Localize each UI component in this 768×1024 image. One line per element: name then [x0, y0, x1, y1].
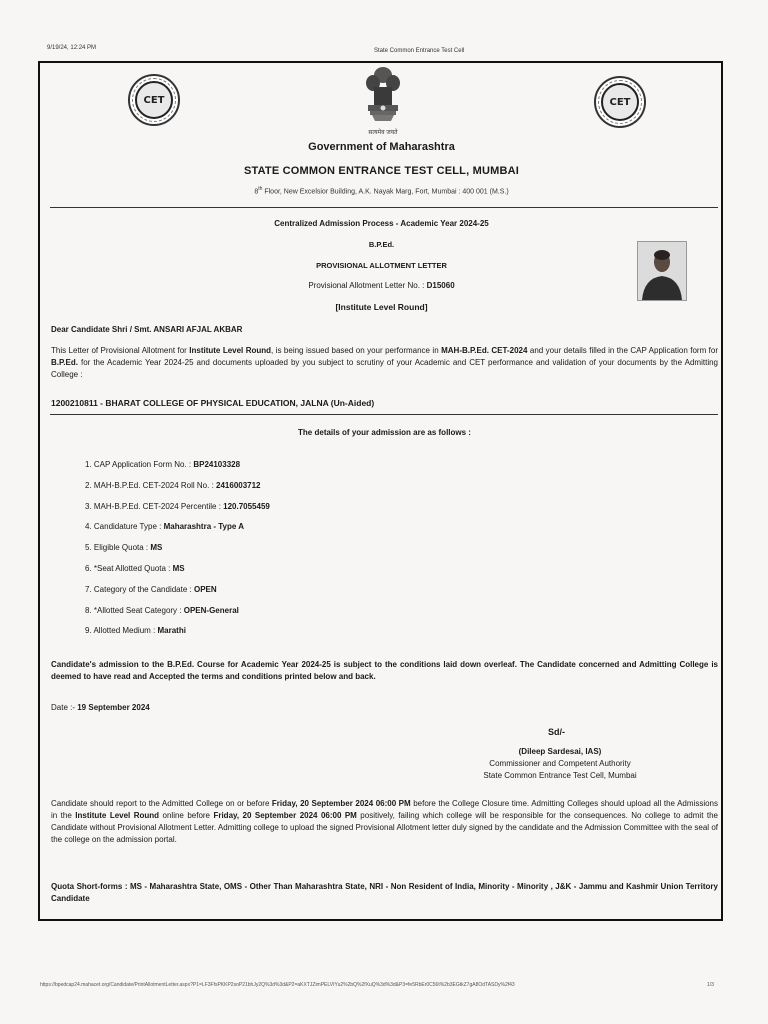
divider — [50, 414, 718, 415]
letter-title: PROVISIONAL ALLOTMENT LETTER — [316, 261, 447, 270]
list-item: 6. *Seat Allotted Quota : MS — [85, 563, 185, 573]
round-name: [Institute Level Round] — [335, 302, 428, 312]
print-site-title: State Common Entrance Test Cell — [374, 48, 465, 54]
print-datetime: 9/19/24, 12:24 PM — [47, 45, 97, 51]
government-title: Government of Maharashtra — [308, 141, 455, 153]
allotted-college: 1200210811 - BHARAT COLLEGE OF PHYSICAL EDUCATION, JALNA (Un-Aided) — [51, 398, 375, 408]
signature-sd: Sd/- — [548, 727, 565, 737]
course-name: B.P.Ed. — [368, 240, 395, 249]
print-url: https://bpedcap24.mahacet.org/Candidate/PrintAllotmentLetter.aspx?P1=LF3FfsPKKP2soP21bhJy2Q%3d%3d&P2=aKXTJZimPELVIYu2%2bQ%2fXuQ%3d%3d&P3=fe5RbEr0C56t%2b3EGtkZ7gA8OdTASDy%2f43 — [40, 982, 515, 988]
cet-cell-title: STATE COMMON ENTRANCE TEST CELL, MUMBAI — [243, 165, 520, 177]
list-item: 8. *Allotted Seat Category : OPEN-General — [85, 605, 239, 615]
candidate-photo — [637, 241, 687, 301]
list-item: 9. Allotted Medium : Marathi — [85, 626, 186, 636]
list-item: 3. MAH-B.P.Ed. CET-2024 Percentile : 120.7055459 — [85, 501, 270, 511]
emblem-motto: सत्यमेव जयते — [368, 130, 398, 136]
candidate-salutation: Dear Candidate Shri / Smt. ANSARI AFJAL AKBAR — [51, 325, 243, 334]
admission-process: Centralized Admission Process - Academic Year 2024-25 — [274, 219, 489, 228]
divider — [50, 207, 718, 208]
list-item: 1. CAP Application Form No. : BP24103328 — [85, 460, 241, 469]
intro-paragraph: This Letter of Provisional Allotment for Institute Level Round, is being issued based on your performance in MAH-B.P.Ed. CET-2024 and your details filled in the CAP Application form for B.P.Ed. for the Academic Year 2024-25 and documents uploaded by you subject to scrutiny of your Academic and CET performance and validation of your documents by the Admitting College : — [51, 346, 719, 379]
reporting-instructions: Candidate should report to the Admitted College on or before Friday, 20 September 2024 06:00 PM before the College Closure time. Admitting Colleges should upload all the Admissions in the Institute Level Round online before Friday, 20 September 2024 06:00 PM positively, failing which college will be responsible for the consequences. No college to admit the Candidate without Provisional Allotment Letter. Admitting college to upload the signed Provisional Allotment letter duly signed by the candidate and the Admission Committee with the seal of the college on the admission portal. — [51, 799, 718, 844]
list-item: 5. Eligible Quota : MS — [85, 543, 163, 553]
signatory-office: State Common Entrance Test Cell, Mumbai — [483, 771, 637, 780]
conditions-note: Candidate's admission to the B.P.Ed. Course for Academic Year 2024-25 is subject to the conditions laid down overleaf. The Candidate concerned and Admitting College is deemed to have read and Accepted the terms and conditions printed below and back. — [51, 660, 718, 681]
cet-logo-left: CET — [128, 74, 180, 126]
letter-number: Provisional Allotment Letter No. : D15060 — [308, 281, 455, 290]
signatory-name: (Dileep Sardesai, IAS) — [518, 747, 602, 756]
page-number: 1/3 — [707, 982, 714, 988]
list-item: 7. Category of the Candidate : OPEN — [85, 584, 217, 594]
list-item: 2. MAH-B.P.Ed. CET-2024 Roll No. : 2416003712 — [85, 480, 261, 490]
admission-details-list — [85, 460, 270, 647]
details-heading: The details of your admission are as follows : — [298, 428, 471, 437]
letter-date: Date :- 19 September 2024 — [51, 703, 150, 712]
cet-logo-right: CET — [594, 76, 646, 128]
signatory-block — [455, 746, 665, 782]
quota-short-forms: Quota Short-forms : MS - Maharashtra State, OMS - Other Than Maharashtra State, NRI - Non Resident of India, Minority - Minority , J&K - Jammu and Kashmir Union Territory Candidate — [51, 882, 718, 903]
national-emblem-icon — [360, 65, 406, 131]
office-address: 8th Floor, New Excelsior Building, A.K. Nayak Marg, Fort, Mumbai : 400 001 (M.S.) — [254, 186, 509, 196]
signatory-designation: Commissioner and Competent Authority — [489, 759, 631, 768]
list-item: 4. Candidature Type : Maharashtra - Type A — [85, 522, 245, 532]
